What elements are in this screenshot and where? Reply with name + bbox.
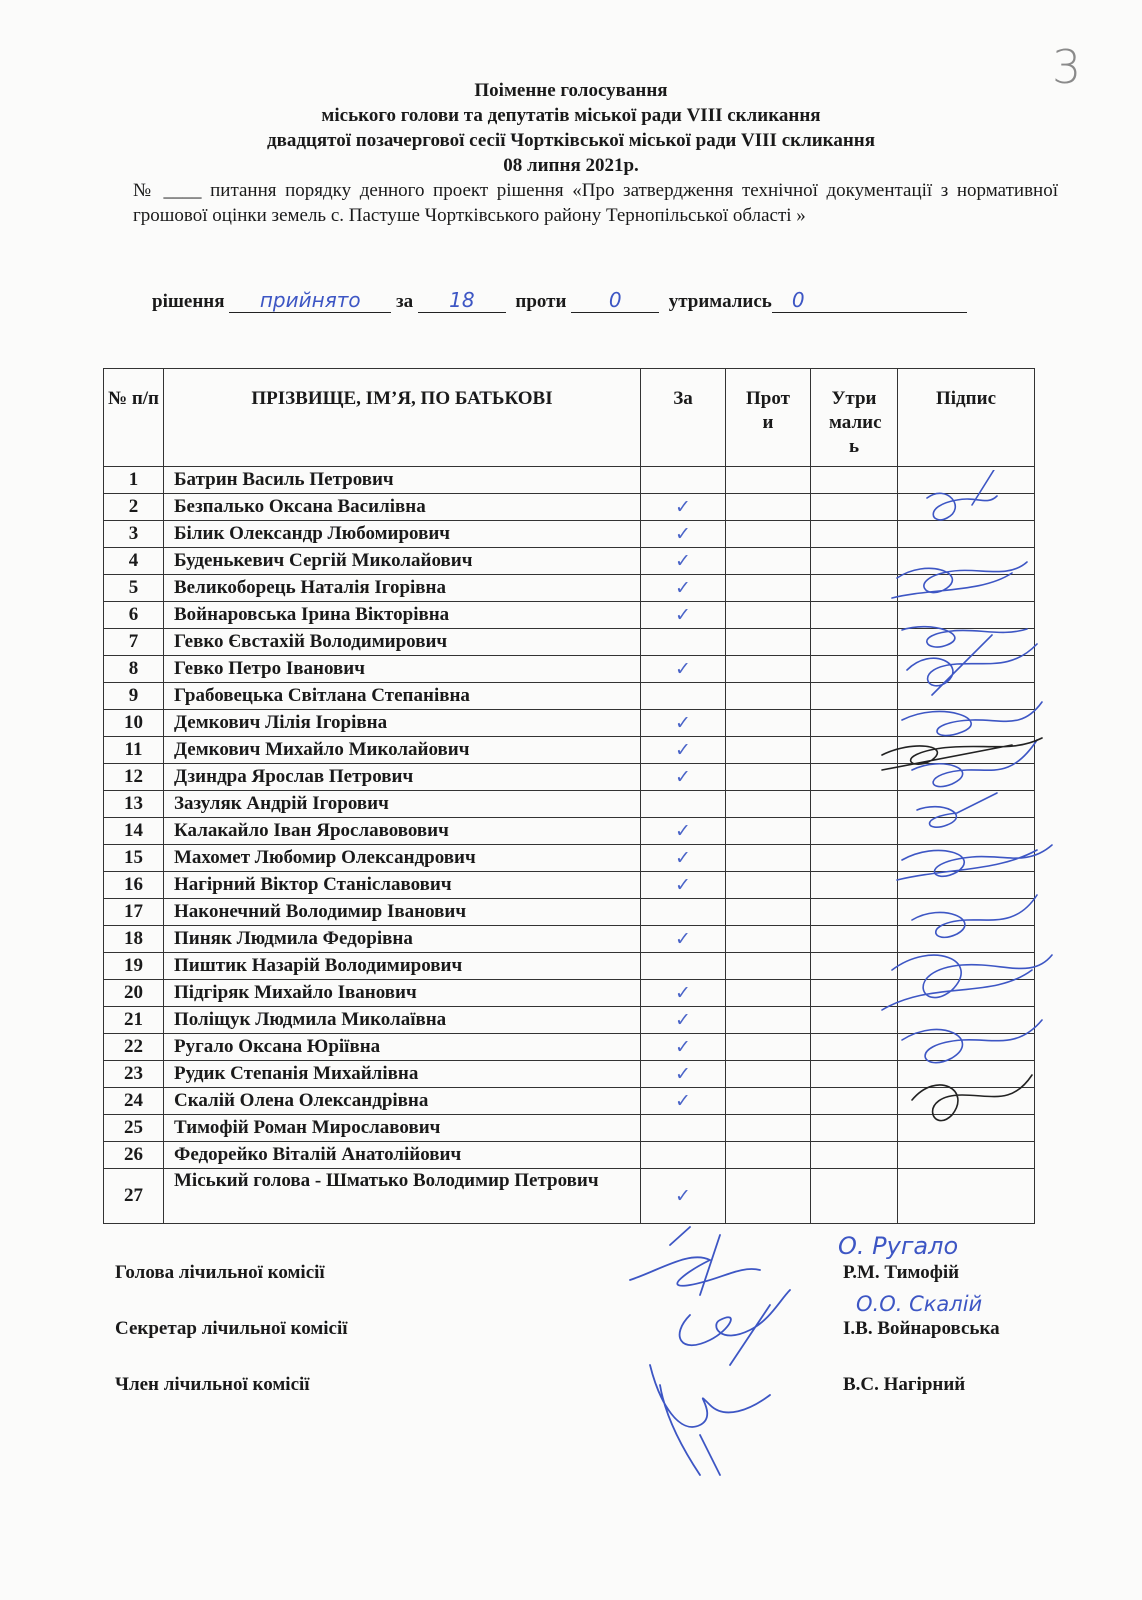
table-row <box>104 980 1035 1007</box>
table-row <box>104 1115 1035 1142</box>
vote-abstain-cell <box>811 872 898 899</box>
vote-against-cell <box>726 521 811 548</box>
vote-against-cell <box>726 845 811 872</box>
vote-abstain-cell <box>811 683 898 710</box>
vote-for-mark: ✓ <box>641 845 726 872</box>
table-row <box>104 1007 1035 1034</box>
vote-against-cell <box>726 656 811 683</box>
decision-line <box>152 288 967 313</box>
vote-for-mark: ✓ <box>641 1088 726 1115</box>
row-number: 2 <box>104 494 164 521</box>
deputy-name: Пиштик Назарій Володимирович <box>164 953 641 980</box>
deputy-name: Махомет Любомир Олександрович <box>164 845 641 872</box>
vote-abstain-cell <box>811 548 898 575</box>
vote-abstain-cell <box>811 818 898 845</box>
row-number: 5 <box>104 575 164 602</box>
deputy-name: Буденькевич Сергій Миколайович <box>164 548 641 575</box>
deputy-name: Скалій Олена Олександрівна <box>164 1088 641 1115</box>
vote-abstain-cell <box>811 764 898 791</box>
signature-cell <box>898 656 1035 683</box>
vote-against-cell <box>726 1115 811 1142</box>
vote-against-cell <box>726 1034 811 1061</box>
commission-signatures <box>620 1225 860 1515</box>
chair-name: Р.М. Тимофій <box>843 1262 960 1283</box>
table-row <box>104 953 1035 980</box>
vote-for-mark: ✓ <box>641 926 726 953</box>
header-signature: Підпис <box>898 369 1035 467</box>
table-row <box>104 710 1035 737</box>
secretary-name: І.В. Войнаровська <box>843 1318 1000 1339</box>
row-number: 16 <box>104 872 164 899</box>
vote-for-mark: ✓ <box>641 1034 726 1061</box>
row-number: 21 <box>104 1007 164 1034</box>
row-number: 4 <box>104 548 164 575</box>
row-number: 8 <box>104 656 164 683</box>
row-number: 26 <box>104 1142 164 1169</box>
vote-against-cell <box>726 872 811 899</box>
handwritten-note-rugalo: О. Ругало <box>838 1232 959 1260</box>
deputy-name: Нагірний Віктор Станіславович <box>164 872 641 899</box>
vote-for-mark: ✓ <box>641 980 726 1007</box>
vote-against-cell <box>726 1088 811 1115</box>
vote-abstain-cell <box>811 575 898 602</box>
signature-cell <box>898 548 1035 575</box>
row-number: 3 <box>104 521 164 548</box>
deputy-name: Грабовецька Світлана Степанівна <box>164 683 641 710</box>
signature-cell <box>898 953 1035 980</box>
deputy-name: Підгіряк Михайло Іванович <box>164 980 641 1007</box>
deputy-name: Наконечний Володимир Іванович <box>164 899 641 926</box>
deputy-name: Поліщук Людмила Миколаївна <box>164 1007 641 1034</box>
signature-cell <box>898 602 1035 629</box>
row-number: 14 <box>104 818 164 845</box>
vote-abstain-cell <box>811 791 898 818</box>
header-for: За <box>641 369 726 467</box>
signature-cell <box>898 1007 1035 1034</box>
signature-cell <box>898 1088 1035 1115</box>
deputy-name: Пиняк Людмила Федорівна <box>164 926 641 953</box>
header-abstain: Утри малис ь <box>811 369 898 467</box>
vote-abstain-cell <box>811 1034 898 1061</box>
roll-call-table <box>103 368 1035 1224</box>
vote-for-mark <box>641 467 726 494</box>
abstain-count: 0 <box>772 288 967 313</box>
vote-for-mark <box>641 953 726 980</box>
table-row <box>104 548 1035 575</box>
deputy-name: Демкович Михайло Миколайович <box>164 737 641 764</box>
signature-cell <box>898 494 1035 521</box>
vote-for-mark: ✓ <box>641 872 726 899</box>
deputy-name: Калакайло Іван Ярославовович <box>164 818 641 845</box>
row-number: 1 <box>104 467 164 494</box>
subtitle-council: міського голови та депутатів міської ради VIII скликання <box>321 105 821 126</box>
deputy-name: Гевко Петро Іванович <box>164 656 641 683</box>
vote-for-mark: ✓ <box>641 575 726 602</box>
deputy-name: Федорейко Віталій Анатолійович <box>164 1142 641 1169</box>
signature-cell <box>898 467 1035 494</box>
vote-abstain-cell <box>811 1061 898 1088</box>
against-count: 0 <box>571 288 659 313</box>
row-number: 24 <box>104 1088 164 1115</box>
deputy-name: Великоборець Наталія Ігорівна <box>164 575 641 602</box>
signature-cell <box>898 710 1035 737</box>
vote-abstain-cell <box>811 494 898 521</box>
vote-against-cell <box>726 494 811 521</box>
row-number: 15 <box>104 845 164 872</box>
deputy-name: Ругало Оксана Юріївна <box>164 1034 641 1061</box>
abstain-label: утримались <box>668 291 772 312</box>
table-row <box>104 1088 1035 1115</box>
table-row <box>104 521 1035 548</box>
vote-against-cell <box>726 683 811 710</box>
signature-cell <box>898 521 1035 548</box>
vote-against-cell <box>726 764 811 791</box>
title: Поіменне голосування <box>474 80 668 101</box>
vote-abstain-cell <box>811 629 898 656</box>
decision-result: прийнято <box>229 288 391 313</box>
for-label: за <box>396 291 414 312</box>
row-number: 22 <box>104 1034 164 1061</box>
vote-against-cell <box>726 926 811 953</box>
against-label: проти <box>515 291 567 312</box>
deputy-name: Безпалько Оксана Василівна <box>164 494 641 521</box>
table-row <box>104 737 1035 764</box>
signature-cell <box>898 818 1035 845</box>
table-row <box>104 791 1035 818</box>
vote-against-cell <box>726 1169 811 1224</box>
row-number: 6 <box>104 602 164 629</box>
table-row <box>104 1034 1035 1061</box>
vote-abstain-cell <box>811 953 898 980</box>
vote-for-mark <box>641 683 726 710</box>
vote-for-mark <box>641 899 726 926</box>
signature-cell <box>898 683 1035 710</box>
vote-against-cell <box>726 575 811 602</box>
vote-against-cell <box>726 602 811 629</box>
row-number: 13 <box>104 791 164 818</box>
signature-cell <box>898 575 1035 602</box>
signature-cell <box>898 1115 1035 1142</box>
vote-abstain-cell <box>811 845 898 872</box>
vote-for-mark: ✓ <box>641 521 726 548</box>
signature-cell <box>898 764 1035 791</box>
signature-cell <box>898 737 1035 764</box>
table-row <box>104 872 1035 899</box>
vote-against-cell <box>726 1061 811 1088</box>
vote-against-cell <box>726 791 811 818</box>
signature-cell <box>898 1142 1035 1169</box>
header-against: Прот и <box>726 369 811 467</box>
table-row <box>104 494 1035 521</box>
header-num: № п/п <box>104 369 164 467</box>
signature-cell <box>898 1169 1035 1224</box>
signature-cell <box>898 629 1035 656</box>
table-row <box>104 602 1035 629</box>
table-row <box>104 1142 1035 1169</box>
chair-label: Голова лічильної комісії <box>115 1262 325 1283</box>
table-row <box>104 467 1035 494</box>
row-number: 19 <box>104 953 164 980</box>
vote-against-cell <box>726 548 811 575</box>
table-row <box>104 683 1035 710</box>
row-number: 23 <box>104 1061 164 1088</box>
vote-abstain-cell <box>811 737 898 764</box>
vote-for-mark: ✓ <box>641 1061 726 1088</box>
vote-abstain-cell <box>811 1115 898 1142</box>
vote-abstain-cell <box>811 980 898 1007</box>
vote-for-mark: ✓ <box>641 764 726 791</box>
signature-cell <box>898 1034 1035 1061</box>
signature-cell <box>898 872 1035 899</box>
table-row <box>104 764 1035 791</box>
for-count: 18 <box>418 288 506 313</box>
deputy-name: Войнаровська Ірина Вікторівна <box>164 602 641 629</box>
row-number: 12 <box>104 764 164 791</box>
table-row <box>104 629 1035 656</box>
vote-abstain-cell <box>811 1169 898 1224</box>
vote-against-cell <box>726 899 811 926</box>
vote-for-mark: ✓ <box>641 494 726 521</box>
deputy-name: Демкович Лілія Ігорівна <box>164 710 641 737</box>
deputy-name: Рудик Степанія Михайлівна <box>164 1061 641 1088</box>
signature-cell <box>898 926 1035 953</box>
vote-abstain-cell <box>811 521 898 548</box>
vote-for-mark: ✓ <box>641 818 726 845</box>
vote-for-mark: ✓ <box>641 656 726 683</box>
agenda-question: № ____ питання порядку денного проект рішення «Про затвердження технічної документації з нормативної грошової оцінки земель с. Пастуше Чортківського району Тернопільської області » <box>133 180 1058 226</box>
deputy-name: Зазуляк Андрій Ігорович <box>164 791 641 818</box>
row-number: 10 <box>104 710 164 737</box>
vote-for-mark <box>641 1115 726 1142</box>
signature-cell <box>898 1061 1035 1088</box>
secretary-label: Секретар лічильної комісії <box>115 1318 348 1339</box>
signature-cell <box>898 845 1035 872</box>
row-number: 11 <box>104 737 164 764</box>
vote-abstain-cell <box>811 926 898 953</box>
vote-against-cell <box>726 710 811 737</box>
vote-abstain-cell <box>811 656 898 683</box>
vote-against-cell <box>726 737 811 764</box>
vote-for-mark: ✓ <box>641 710 726 737</box>
table-row <box>104 575 1035 602</box>
vote-abstain-cell <box>811 710 898 737</box>
table-row <box>104 818 1035 845</box>
vote-against-cell <box>726 953 811 980</box>
row-number: 27 <box>104 1169 164 1224</box>
vote-for-mark <box>641 629 726 656</box>
table-row <box>104 656 1035 683</box>
table-row <box>104 1169 1035 1224</box>
vote-for-mark <box>641 791 726 818</box>
vote-for-mark <box>641 1142 726 1169</box>
vote-against-cell <box>726 467 811 494</box>
vote-against-cell <box>726 1007 811 1034</box>
vote-abstain-cell <box>811 1142 898 1169</box>
row-number: 17 <box>104 899 164 926</box>
vote-for-mark: ✓ <box>641 1007 726 1034</box>
vote-abstain-cell <box>811 1007 898 1034</box>
member-label: Член лічильної комісії <box>115 1374 310 1395</box>
signature-cell <box>898 791 1035 818</box>
table-row <box>104 845 1035 872</box>
vote-for-mark: ✓ <box>641 1169 726 1224</box>
row-number: 25 <box>104 1115 164 1142</box>
vote-abstain-cell <box>811 1088 898 1115</box>
vote-abstain-cell <box>811 602 898 629</box>
deputy-name: Батрин Василь Петрович <box>164 467 641 494</box>
vote-abstain-cell <box>811 467 898 494</box>
deputy-name: Тимофій Роман Мирославович <box>164 1115 641 1142</box>
signature-cell <box>898 980 1035 1007</box>
table-row <box>104 926 1035 953</box>
subtitle-session: двадцятої позачергової сесії Чортківської міської ради VIII скликання <box>266 130 876 151</box>
deputy-name: Білик Олександр Любомирович <box>164 521 641 548</box>
row-number: 9 <box>104 683 164 710</box>
member-name: В.С. Нагірний <box>843 1374 966 1395</box>
table-row <box>104 1061 1035 1088</box>
vote-for-mark: ✓ <box>641 602 726 629</box>
vote-abstain-cell <box>811 899 898 926</box>
row-number: 20 <box>104 980 164 1007</box>
session-date: 08 липня 2021р. <box>503 155 639 176</box>
signature-cell <box>898 899 1035 926</box>
row-number: 18 <box>104 926 164 953</box>
table-row <box>104 899 1035 926</box>
deputy-name: Дзиндра Ярослав Петрович <box>164 764 641 791</box>
vote-for-mark: ✓ <box>641 737 726 764</box>
vote-against-cell <box>726 818 811 845</box>
row-number: 7 <box>104 629 164 656</box>
deputy-name: Міський голова - Шматько Володимир Петрович <box>164 1169 641 1224</box>
vote-for-mark: ✓ <box>641 548 726 575</box>
decision-label: рішення <box>152 291 225 312</box>
vote-against-cell <box>726 1142 811 1169</box>
handwritten-note-skaliy: О.О. Скалій <box>856 1292 983 1316</box>
vote-against-cell <box>726 980 811 1007</box>
page-number: 3 <box>1052 40 1082 94</box>
deputy-name: Гевко Євстахій Володимирович <box>164 629 641 656</box>
vote-against-cell <box>726 629 811 656</box>
header-name: ПРІЗВИЩЕ, ІМ’Я, ПО БАТЬКОВІ <box>164 369 641 467</box>
